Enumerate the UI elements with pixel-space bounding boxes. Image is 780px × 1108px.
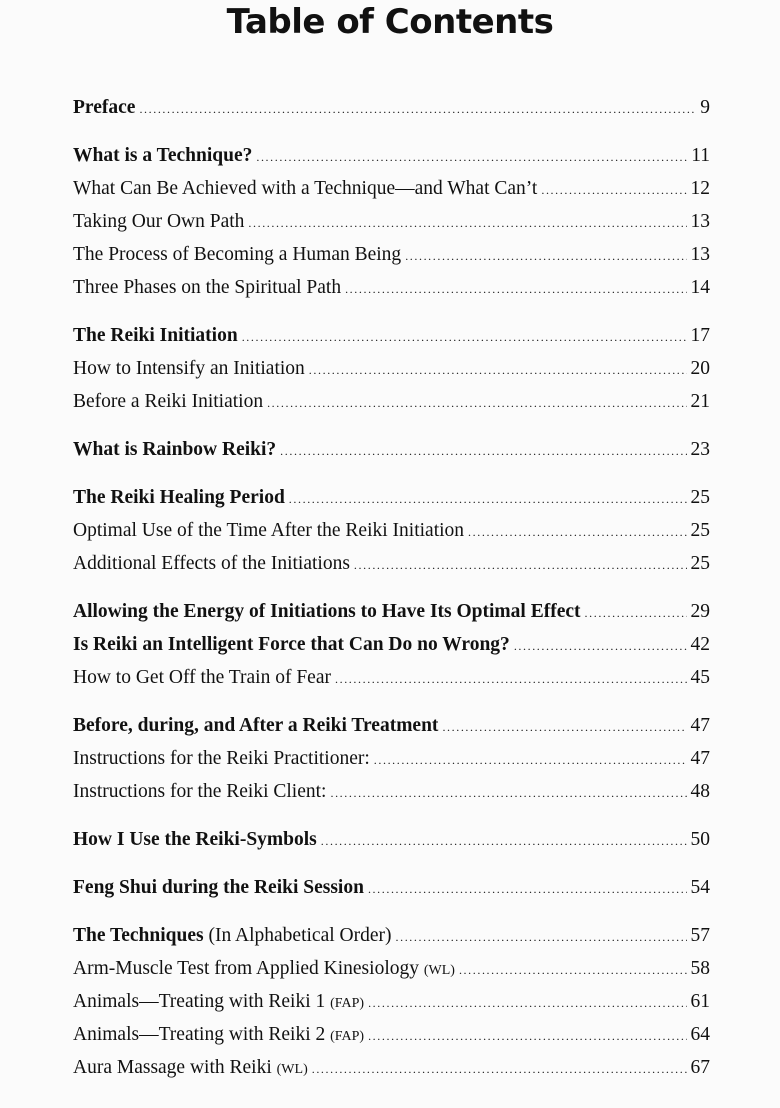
entry-title: [73, 919, 392, 952]
entry-title-text: Before a Reiki Initiation: [73, 391, 264, 412]
dot-leader: [139, 93, 696, 126]
page-number: 42: [690, 634, 710, 655]
entry-title-text: The Reiki Healing Period: [73, 487, 285, 508]
page-number: 47: [690, 748, 710, 769]
entry-title: [73, 433, 276, 466]
page-number: 21: [690, 391, 710, 412]
toc-subentry[interactable]: [73, 172, 710, 205]
entry-title: [73, 547, 350, 580]
entry-title: [73, 709, 438, 742]
entry-title-text: What is a Technique?: [73, 145, 253, 166]
entry-title-text: Allowing the Energy of Initiations to Have Its Optimal Effect: [73, 601, 581, 622]
entry-title-text: Preface: [73, 97, 136, 118]
entry-title: [73, 352, 305, 385]
entry-title-text: Three Phases on the Spiritual Path: [73, 277, 342, 298]
page-number: 50: [690, 829, 710, 850]
entry-title: [73, 628, 510, 661]
toc-section: [73, 139, 710, 304]
dot-leader: [368, 1020, 686, 1053]
entry-title: [73, 871, 364, 904]
dot-leader: [514, 630, 687, 663]
dot-leader: [248, 207, 686, 240]
page-number: 11: [691, 145, 710, 166]
page-number: 13: [690, 211, 710, 232]
dot-leader: [374, 744, 687, 777]
toc-chapter-entry[interactable]: [73, 91, 710, 124]
dot-leader: [309, 354, 687, 387]
page-number: 25: [690, 520, 710, 541]
page-number: 61: [690, 991, 710, 1012]
dot-leader: [468, 516, 686, 549]
entry-title-text: What is Rainbow Reiki?: [73, 439, 277, 460]
entry-title-text: How I Use the Reiki-Symbols: [73, 829, 317, 850]
entry-suffix: (FAP): [330, 1029, 365, 1044]
dot-leader: [396, 921, 687, 954]
toc-chapter-entry[interactable]: [73, 871, 710, 904]
entry-title-text: Animals—Treating with Reiki 1: [73, 991, 326, 1012]
entry-title: [73, 775, 326, 808]
entry-title-text: The Reiki Initiation: [73, 325, 238, 346]
toc-subentry[interactable]: [73, 1018, 710, 1051]
toc-subentry[interactable]: [73, 385, 710, 418]
dot-leader: [312, 1053, 687, 1086]
page-number: 45: [690, 667, 710, 688]
dot-leader: [354, 549, 687, 582]
toc-subentry[interactable]: [73, 952, 710, 985]
entry-title: [73, 742, 370, 775]
entry-title-text: Optimal Use of the Time After the Reiki Initiation: [73, 520, 465, 541]
entry-suffix: (WL): [423, 963, 455, 978]
toc-subentry[interactable]: [73, 985, 710, 1018]
entry-title-text: How to Get Off the Train of Fear: [73, 667, 331, 688]
dot-leader: [368, 873, 687, 906]
entry-title: [73, 661, 331, 694]
entry-title: [73, 952, 455, 987]
page-number: 12: [690, 178, 710, 199]
dot-leader: [585, 597, 687, 630]
entry-title: [73, 385, 263, 418]
toc-chapter-entry[interactable]: [73, 139, 710, 172]
entry-title-text: Arm-Muscle Test from Applied Kinesiology: [73, 958, 419, 979]
toc-chapter-entry[interactable]: [73, 709, 710, 742]
dot-leader: [321, 825, 687, 858]
entry-title-text: How to Intensify an Initiation: [73, 358, 305, 379]
entry-suffix: (FAP): [330, 996, 365, 1011]
dot-leader: [256, 141, 687, 174]
toc-subentry[interactable]: [73, 1051, 710, 1084]
entry-title: [73, 205, 244, 238]
toc-subentry[interactable]: [73, 514, 710, 547]
toc-subentry[interactable]: [73, 205, 710, 238]
dot-leader: [267, 387, 686, 420]
entry-title-text: Taking Our Own Path: [73, 211, 245, 232]
toc-subentry[interactable]: [73, 661, 710, 694]
entry-title: [73, 985, 364, 1020]
dot-leader: [280, 435, 686, 468]
page-number: 54: [690, 877, 710, 898]
toc-chapter-entry[interactable]: [73, 595, 710, 628]
entry-title: [73, 1051, 308, 1086]
page-number: 25: [690, 553, 710, 574]
toc-section: [73, 595, 710, 694]
entry-title: [73, 823, 317, 856]
page-number: 13: [690, 244, 710, 265]
toc-chapter-entry[interactable]: [73, 919, 710, 952]
page-number: 48: [690, 781, 710, 802]
entry-title-text: Feng Shui during the Reiki Session: [73, 877, 364, 898]
toc-chapter-entry[interactable]: [73, 628, 710, 661]
page-number: 64: [690, 1024, 710, 1045]
page-number: 25: [690, 487, 710, 508]
page-number: 20: [690, 358, 710, 379]
dot-leader: [345, 273, 686, 306]
entry-suffix: (In Alphabetical Order): [208, 925, 392, 946]
toc-section: [73, 871, 710, 904]
page-number: 47: [690, 715, 710, 736]
dot-leader: [459, 954, 687, 987]
page-number: 58: [690, 958, 710, 979]
toc-subentry[interactable]: [73, 775, 710, 808]
dot-leader: [330, 777, 686, 810]
dot-leader: [541, 174, 686, 207]
toc-chapter-entry[interactable]: [73, 823, 710, 856]
toc-section: [73, 433, 710, 466]
entry-title: [73, 595, 581, 628]
entry-title-text: The Techniques: [73, 925, 204, 946]
page-number: 17: [690, 325, 710, 346]
toc-chapter-entry[interactable]: [73, 433, 710, 466]
entry-title-text: The Process of Becoming a Human Being: [73, 244, 402, 265]
entry-title-text: Before, during, and After a Reiki Treatment: [73, 715, 439, 736]
dot-leader: [442, 711, 686, 744]
dot-leader: [405, 240, 686, 273]
entry-suffix: (WL): [276, 1062, 308, 1077]
entry-title-text: What Can Be Achieved with a Technique—and What Can’t: [73, 178, 538, 199]
table-of-contents: [73, 91, 710, 1099]
toc-chapter-entry[interactable]: [73, 481, 710, 514]
dot-leader: [335, 663, 687, 696]
toc-section: [73, 919, 710, 1084]
entry-title-text: Instructions for the Reiki Client:: [73, 781, 327, 802]
page-number: 14: [690, 277, 710, 298]
dot-leader: [368, 987, 686, 1020]
toc-subentry[interactable]: [73, 742, 710, 775]
entry-title-text: Aura Massage with Reiki: [73, 1057, 272, 1078]
toc-section: [73, 823, 710, 856]
toc-subentry[interactable]: [73, 271, 710, 304]
toc-section: [73, 319, 710, 418]
page-number: 67: [690, 1057, 710, 1078]
entry-title: [73, 514, 464, 547]
toc-subentry[interactable]: [73, 238, 710, 271]
page-number: 23: [690, 439, 710, 460]
toc-section: [73, 481, 710, 580]
page-number: 9: [700, 97, 710, 118]
entry-title-text: Is Reiki an Intelligent Force that Can Do no Wrong?: [73, 634, 510, 655]
entry-title: [73, 139, 252, 172]
entry-title: [73, 1018, 364, 1053]
entry-title: [73, 238, 401, 271]
entry-title-text: Instructions for the Reiki Practitioner:: [73, 748, 370, 769]
toc-subentry[interactable]: [73, 352, 710, 385]
dot-leader: [242, 321, 687, 354]
toc-section: [73, 91, 710, 124]
page-number: 57: [690, 925, 710, 946]
toc-subentry[interactable]: [73, 547, 710, 580]
toc-chapter-entry[interactable]: [73, 319, 710, 352]
entry-title-text: Animals—Treating with Reiki 2: [73, 1024, 326, 1045]
page-title: Table of Contents: [226, 2, 554, 42]
entry-title: [73, 319, 238, 352]
entry-title: [73, 481, 285, 514]
entry-title: [73, 172, 537, 205]
entry-title: [73, 91, 135, 124]
page-number: 29: [690, 601, 710, 622]
dot-leader: [289, 483, 687, 516]
toc-section: [73, 709, 710, 808]
entry-title-text: Additional Effects of the Initiations: [73, 553, 350, 574]
entry-title: [73, 271, 341, 304]
